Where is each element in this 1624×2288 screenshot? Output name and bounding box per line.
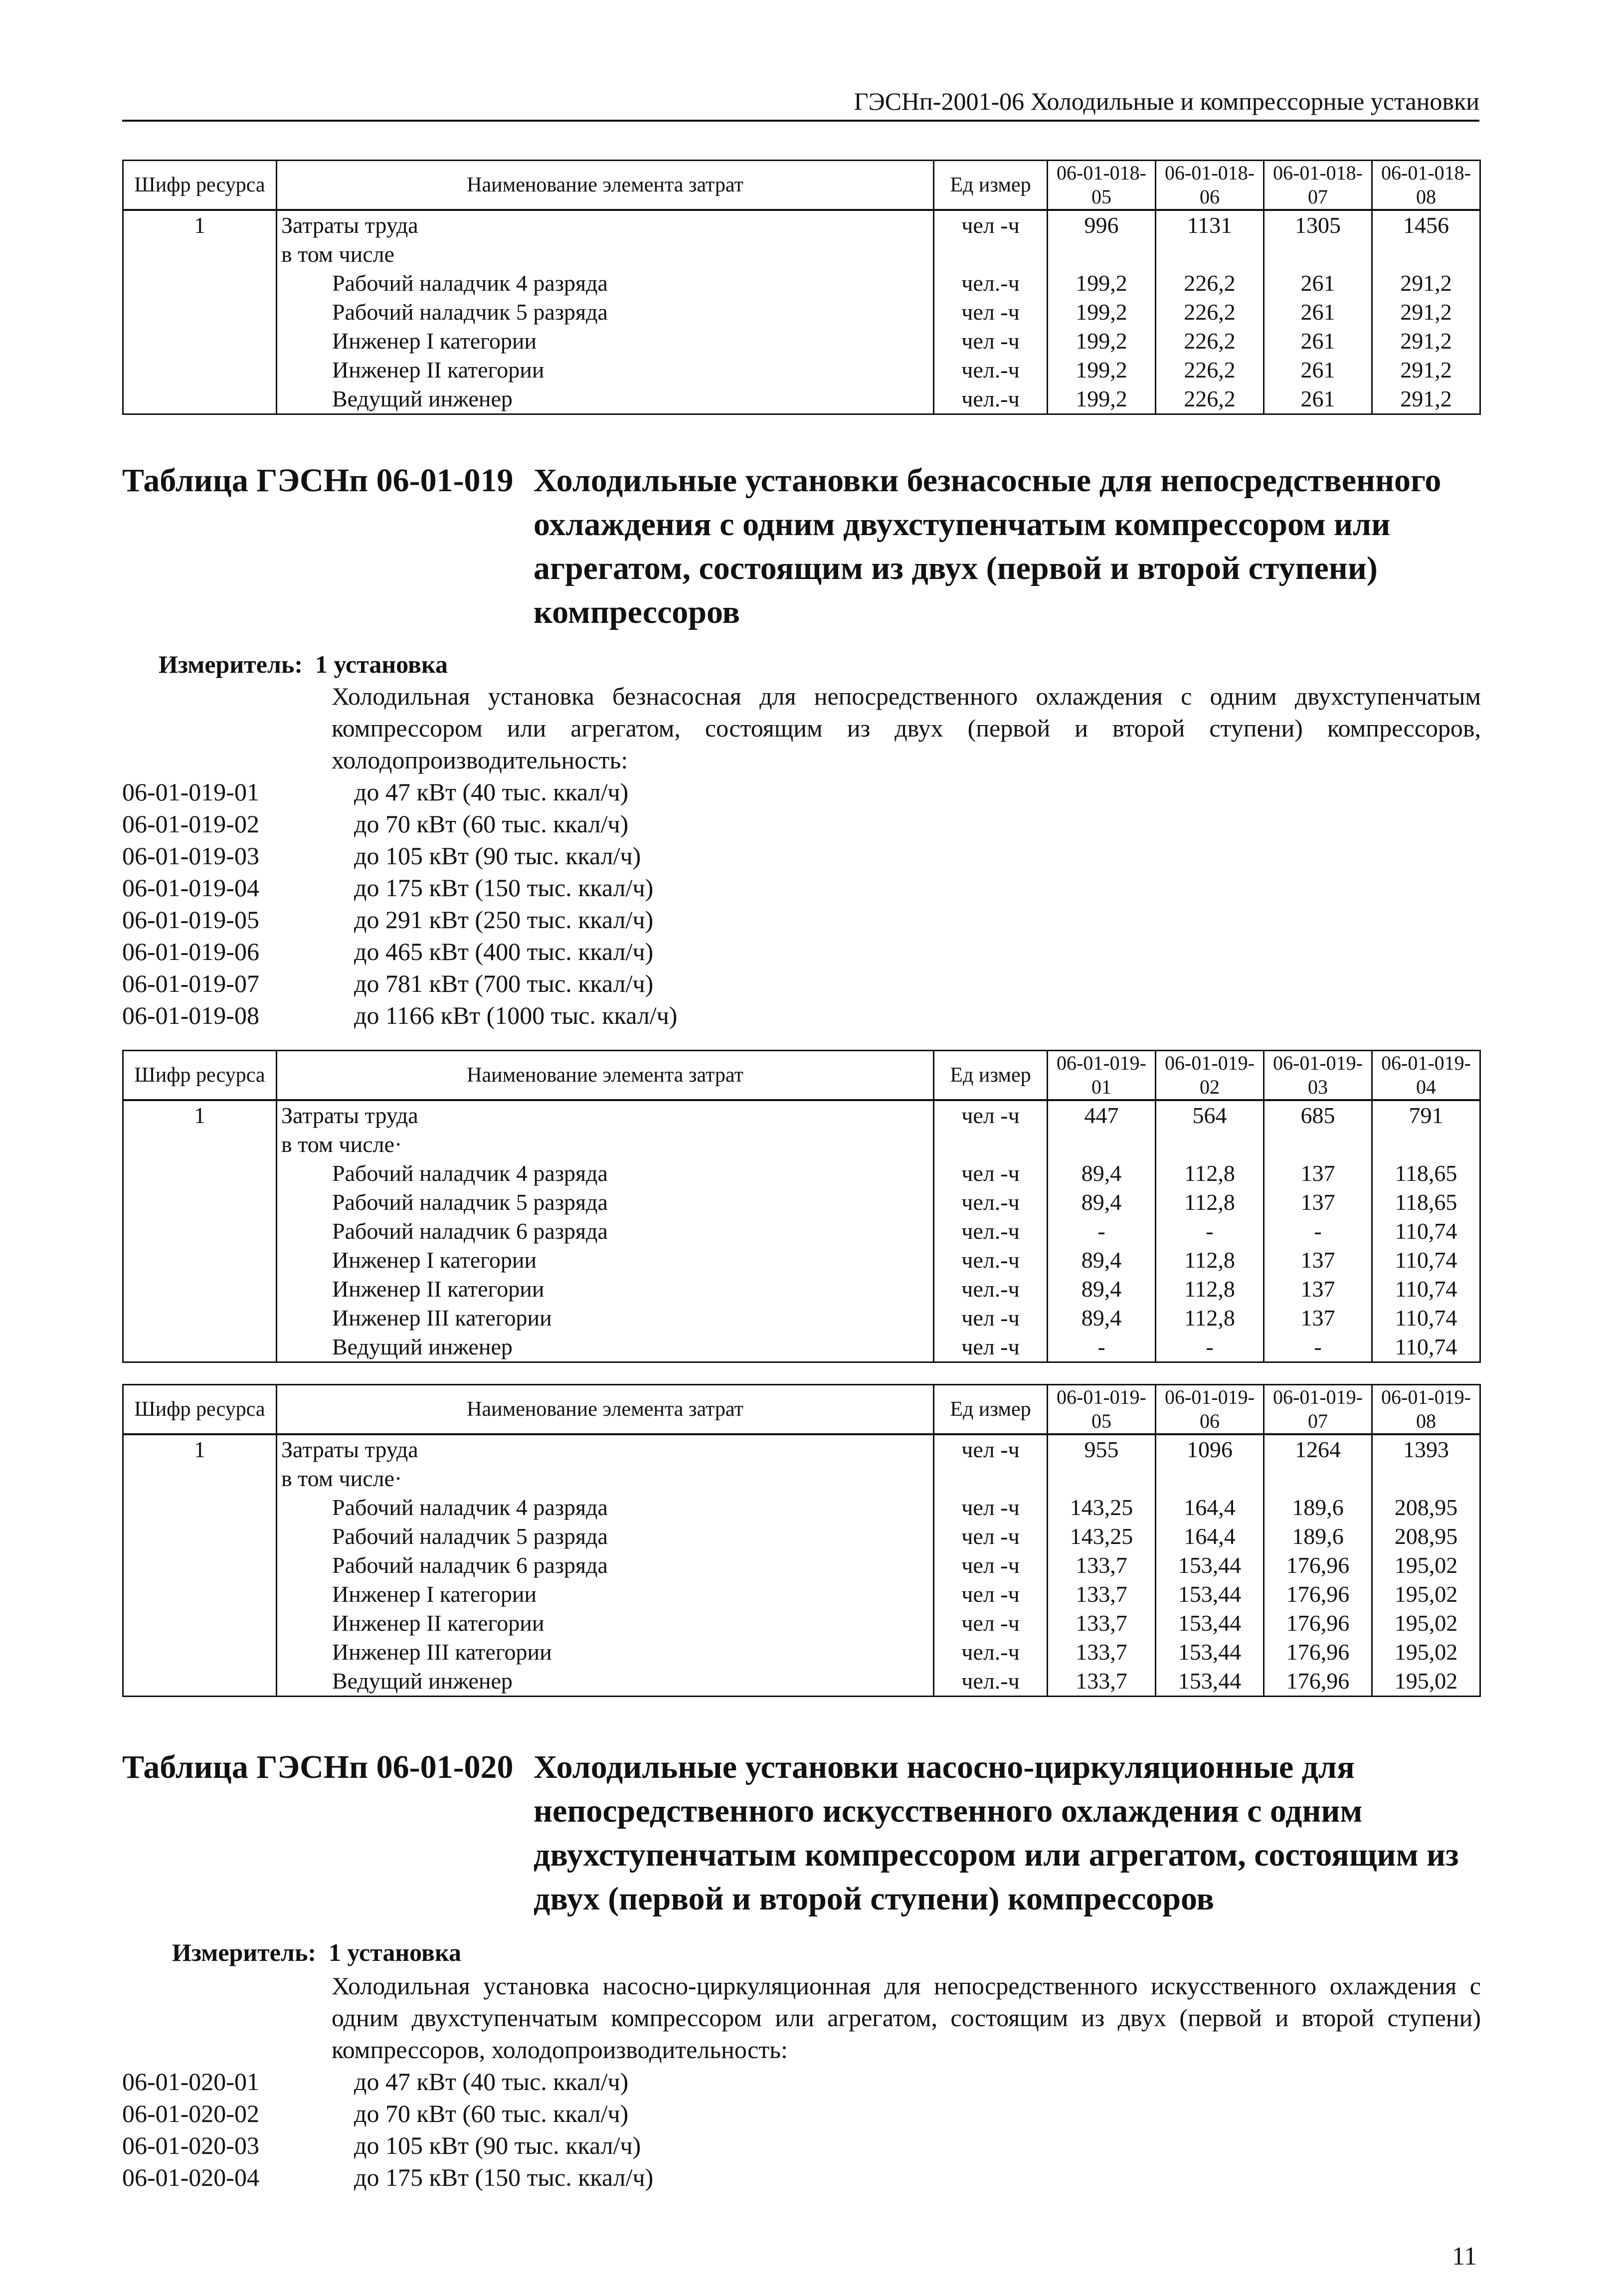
value-cell: 564	[1156, 1100, 1264, 1130]
cost-name-cell: Ведущий инженер	[277, 384, 934, 414]
table-title-text: Холодильные установки безнасосные для непосредственного охлаждения с одним двухступенчатым компрессором или агрегатом, состоящим из двух (первой и второй ступени) компрессоров	[534, 462, 1442, 630]
value-cell: 208,95	[1372, 1522, 1480, 1551]
resource-code-cell	[123, 327, 277, 356]
value-cell: 685	[1264, 1100, 1372, 1130]
header-unit: Ед измер	[934, 161, 1048, 210]
value-cell: 199,2	[1048, 356, 1156, 384]
list-item	[122, 936, 1119, 967]
value-cell: 226,2	[1156, 384, 1264, 414]
norm-capacity: до 291 кВт (250 тыс. ккал/ч)	[354, 906, 654, 934]
header-norm-code: 06-01-018-08	[1372, 161, 1480, 210]
cost-name-cell: Инженер II категории	[277, 1609, 934, 1638]
value-cell: 791	[1372, 1100, 1480, 1130]
cost-name-cell: Инженер I категории	[277, 1246, 934, 1275]
cost-name-cell: Затраты труда	[277, 1100, 934, 1130]
norm-items-list	[122, 776, 1119, 1031]
table-row	[123, 1609, 1480, 1638]
list-item	[122, 2129, 1119, 2161]
value-cell: 195,02	[1372, 1638, 1480, 1667]
header-norm-code: 06-01-019-07	[1264, 1385, 1372, 1435]
value-cell: 1393	[1372, 1434, 1480, 1464]
section-description: Холодильная установка насосно-циркуляционная для непосредственного искусственного охлаждения с одним двухступенчатым компрессором или агрегатом, состоящим из двух (первой и второй ступени) компрессоров, холодопроизводительность:	[332, 1972, 1481, 2064]
table-row	[123, 240, 1480, 269]
table-row	[123, 1551, 1480, 1580]
resource-code-cell	[123, 1493, 277, 1522]
unit-cell: чел -ч	[934, 1434, 1048, 1464]
meter-value: 1 установка	[329, 1938, 461, 1966]
cost-name-cell: Рабочий наладчик 4 разряда	[277, 1493, 934, 1522]
header-norm-code: 06-01-019-03	[1264, 1051, 1372, 1101]
value-cell: 199,2	[1048, 327, 1156, 356]
value-cell: 226,2	[1156, 269, 1264, 298]
value-cell: 261	[1264, 327, 1372, 356]
unit-cell	[934, 240, 1048, 269]
table-row	[123, 1130, 1480, 1159]
table-row	[123, 298, 1480, 327]
value-cell: 955	[1048, 1434, 1156, 1464]
resource-code-cell	[123, 240, 277, 269]
running-header: ГЭСНп-2001-06 Холодильные и компрессорные установки	[122, 85, 1479, 122]
value-cell	[1372, 240, 1480, 269]
unit-cell	[934, 1130, 1048, 1159]
cost-name-cell: Рабочий наладчик 5 разряда	[277, 298, 934, 327]
meter-line	[159, 648, 448, 680]
value-cell: 195,02	[1372, 1580, 1480, 1609]
norm-capacity: до 105 кВт (90 тыс. ккал/ч)	[354, 2131, 641, 2159]
norm-code: 06-01-019-07	[122, 969, 259, 997]
list-item	[122, 967, 1119, 999]
norm-capacity: до 70 кВт (60 тыс. ккал/ч)	[354, 810, 629, 838]
value-cell: 153,44	[1156, 1609, 1264, 1638]
value-cell: 89,4	[1048, 1188, 1156, 1217]
cost-name-cell: в том числе	[277, 240, 934, 269]
norm-capacity: до 47 кВт (40 тыс. ккал/ч)	[354, 2068, 629, 2096]
resource-code-cell	[123, 1333, 277, 1362]
table-row	[123, 269, 1480, 298]
value-cell: 176,96	[1264, 1551, 1372, 1580]
value-cell: 1456	[1372, 210, 1480, 240]
table-title-text: Холодильные установки насосно-циркуляционные для непосредственного искусственного охлаждения с одним двухступенчатым компрессором или агрегатом, состоящим из двух (первой и второй ступени) компрессоров	[534, 1749, 1459, 1917]
norm-code: 06-01-019-06	[122, 938, 259, 965]
list-item	[122, 840, 1119, 872]
header-resource-code: Шифр ресурса	[123, 161, 277, 210]
value-cell: 189,6	[1264, 1493, 1372, 1522]
value-cell: 110,74	[1372, 1246, 1480, 1275]
value-cell: 110,74	[1372, 1217, 1480, 1246]
list-item	[122, 2066, 1119, 2097]
unit-cell: чел -ч	[934, 210, 1048, 240]
value-cell: 110,74	[1372, 1275, 1480, 1304]
value-cell: 164,4	[1156, 1522, 1264, 1551]
value-cell: 137	[1264, 1159, 1372, 1188]
table-row	[123, 356, 1480, 384]
value-cell: 137	[1264, 1188, 1372, 1217]
header-norm-code: 06-01-019-04	[1372, 1051, 1480, 1101]
norm-code: 06-01-020-03	[122, 2131, 259, 2159]
value-cell: 447	[1048, 1100, 1156, 1130]
header-resource-code: Шифр ресурса	[123, 1051, 277, 1101]
norm-capacity: до 105 кВт (90 тыс. ккал/ч)	[354, 842, 641, 870]
table-row	[123, 384, 1480, 414]
list-item	[122, 872, 1119, 904]
unit-cell: чел -ч	[934, 1304, 1048, 1333]
list-item	[122, 999, 1119, 1031]
value-cell: -	[1156, 1333, 1264, 1362]
value-cell: 110,74	[1372, 1304, 1480, 1333]
value-cell: 133,7	[1048, 1638, 1156, 1667]
value-cell: 133,7	[1048, 1667, 1156, 1697]
value-cell: -	[1156, 1217, 1264, 1246]
unit-cell: чел -ч	[934, 1551, 1048, 1580]
norm-code: 06-01-020-02	[122, 2099, 259, 2127]
cost-name-cell: Рабочий наладчик 6 разряда	[277, 1551, 934, 1580]
value-cell: 133,7	[1048, 1580, 1156, 1609]
cost-name-cell: Затраты труда	[277, 210, 934, 240]
cost-name-cell: Рабочий наладчик 5 разряда	[277, 1188, 934, 1217]
norm-code: 06-01-019-08	[122, 1001, 259, 1029]
value-cell: 226,2	[1156, 356, 1264, 384]
resource-code-cell	[123, 1159, 277, 1188]
value-cell: 89,4	[1048, 1159, 1156, 1188]
unit-cell: чел.-ч	[934, 1275, 1048, 1304]
unit-cell: чел.-ч	[934, 384, 1048, 414]
table-row	[123, 1159, 1480, 1188]
cost-name-cell: Рабочий наладчик 5 разряда	[277, 1522, 934, 1551]
header-norm-code: 06-01-019-06	[1156, 1385, 1264, 1435]
norm-capacity: до 781 кВт (700 тыс. ккал/ч)	[354, 969, 654, 997]
unit-cell: чел -ч	[934, 1609, 1048, 1638]
norm-items-list	[122, 2066, 1119, 2193]
table-row	[123, 1275, 1480, 1304]
list-item	[122, 776, 1119, 808]
cost-name-cell: Инженер III категории	[277, 1638, 934, 1667]
value-cell: 199,2	[1048, 298, 1156, 327]
table-row	[123, 1493, 1480, 1522]
table-row	[123, 327, 1480, 356]
header-unit: Ед измер	[934, 1385, 1048, 1435]
unit-cell: чел.-ч	[934, 1188, 1048, 1217]
page-number: 11	[1451, 2242, 1477, 2271]
value-cell: 164,4	[1156, 1493, 1264, 1522]
norm-code: 06-01-019-05	[122, 906, 259, 934]
table-title-020	[122, 1745, 1488, 1921]
norm-code: 06-01-019-02	[122, 810, 259, 838]
norm-capacity: до 70 кВт (60 тыс. ккал/ч)	[354, 2099, 629, 2127]
header-norm-code: 06-01-019-05	[1048, 1385, 1156, 1435]
unit-cell: чел -ч	[934, 1100, 1048, 1130]
resource-code-cell	[123, 1130, 277, 1159]
unit-cell: чел -ч	[934, 1493, 1048, 1522]
meter-label: Измеритель:	[172, 1938, 317, 1966]
unit-cell: чел -ч	[934, 1333, 1048, 1362]
resource-code-cell	[123, 1522, 277, 1551]
value-cell	[1264, 1130, 1372, 1159]
value-cell: 118,65	[1372, 1188, 1480, 1217]
value-cell: 195,02	[1372, 1551, 1480, 1580]
resource-code-cell	[123, 1464, 277, 1493]
value-cell	[1048, 240, 1156, 269]
header-cost-name: Наименование элемента затрат	[277, 1051, 934, 1101]
table-row	[123, 1464, 1480, 1493]
value-cell: 291,2	[1372, 298, 1480, 327]
value-cell: 291,2	[1372, 384, 1480, 414]
value-cell: 143,25	[1048, 1522, 1156, 1551]
resource-code-cell	[123, 356, 277, 384]
resource-code-cell: 1	[123, 1434, 277, 1464]
table-title-number: Таблица ГЭСНп 06-01-019	[122, 462, 514, 499]
resource-code-cell	[123, 1580, 277, 1609]
value-cell: 176,96	[1264, 1638, 1372, 1667]
value-cell: 261	[1264, 269, 1372, 298]
cost-name-cell: Рабочий наладчик 4 разряда	[277, 269, 934, 298]
value-cell: 176,96	[1264, 1580, 1372, 1609]
table-row	[123, 1580, 1480, 1609]
value-cell: 153,44	[1156, 1638, 1264, 1667]
norm-capacity: до 1166 кВт (1000 тыс. ккал/ч)	[354, 1001, 678, 1029]
table-row	[123, 1246, 1480, 1275]
value-cell: 1131	[1156, 210, 1264, 240]
cost-name-cell: Инженер I категории	[277, 327, 934, 356]
value-cell: 176,96	[1264, 1609, 1372, 1638]
header-resource-code: Шифр ресурса	[123, 1385, 277, 1435]
table-row	[123, 1434, 1480, 1464]
cost-name-cell: Рабочий наладчик 6 разряда	[277, 1217, 934, 1246]
value-cell: 195,02	[1372, 1609, 1480, 1638]
value-cell: 112,8	[1156, 1188, 1264, 1217]
cost-name-cell: Инженер II категории	[277, 356, 934, 384]
value-cell: 226,2	[1156, 298, 1264, 327]
value-cell: 89,4	[1048, 1304, 1156, 1333]
resource-code-cell	[123, 298, 277, 327]
value-cell	[1048, 1464, 1156, 1493]
table-title-number: Таблица ГЭСНп 06-01-020	[122, 1749, 514, 1785]
table-header-row	[123, 161, 1480, 210]
value-cell	[1264, 240, 1372, 269]
meter-value: 1 установка	[315, 650, 448, 678]
cost-name-cell: в том числе·	[277, 1130, 934, 1159]
resource-code-cell	[123, 1638, 277, 1667]
unit-cell: чел.-ч	[934, 1217, 1048, 1246]
header-cost-name: Наименование элемента затрат	[277, 161, 934, 210]
value-cell: 226,2	[1156, 327, 1264, 356]
value-cell: -	[1264, 1333, 1372, 1362]
resource-table-019b	[122, 1384, 1481, 1697]
value-cell: 112,8	[1156, 1159, 1264, 1188]
resource-code-cell	[123, 1667, 277, 1697]
value-cell: 112,8	[1156, 1275, 1264, 1304]
norm-code: 06-01-019-03	[122, 842, 259, 870]
resource-table-019a	[122, 1050, 1481, 1363]
value-cell	[1156, 1130, 1264, 1159]
value-cell: 1264	[1264, 1434, 1372, 1464]
value-cell: 137	[1264, 1246, 1372, 1275]
value-cell: 133,7	[1048, 1609, 1156, 1638]
value-cell: 89,4	[1048, 1275, 1156, 1304]
resource-table-018	[122, 160, 1481, 415]
value-cell: 137	[1264, 1275, 1372, 1304]
resource-code-cell	[123, 1217, 277, 1246]
value-cell: -	[1048, 1217, 1156, 1246]
value-cell: 176,96	[1264, 1667, 1372, 1697]
table-row	[123, 1217, 1480, 1246]
resource-code-cell	[123, 1551, 277, 1580]
value-cell: 89,4	[1048, 1246, 1156, 1275]
header-norm-code: 06-01-019-08	[1372, 1385, 1480, 1435]
value-cell	[1156, 1464, 1264, 1493]
table-row	[123, 1667, 1480, 1697]
resource-code-cell	[123, 1609, 277, 1638]
unit-cell: чел -ч	[934, 1159, 1048, 1188]
value-cell	[1372, 1464, 1480, 1493]
table-header-row	[123, 1051, 1480, 1101]
value-cell: -	[1048, 1333, 1156, 1362]
value-cell	[1264, 1464, 1372, 1493]
norm-code: 06-01-020-01	[122, 2068, 259, 2096]
resource-code-cell: 1	[123, 210, 277, 240]
resource-code-cell	[123, 1275, 277, 1304]
value-cell: 143,25	[1048, 1493, 1156, 1522]
table-header-row	[123, 1385, 1480, 1435]
list-item	[122, 2097, 1119, 2129]
unit-cell: чел.-ч	[934, 1246, 1048, 1275]
value-cell	[1156, 240, 1264, 269]
unit-cell: чел.-ч	[934, 356, 1048, 384]
value-cell: 261	[1264, 298, 1372, 327]
resource-code-cell: 1	[123, 1100, 277, 1130]
resource-code-cell	[123, 1304, 277, 1333]
value-cell: 1305	[1264, 210, 1372, 240]
resource-code-cell	[123, 384, 277, 414]
table-row	[123, 1304, 1480, 1333]
table-row	[123, 1100, 1480, 1130]
norm-capacity: до 47 кВт (40 тыс. ккал/ч)	[354, 778, 629, 806]
cost-name-cell: Инженер III категории	[277, 1304, 934, 1333]
header-norm-code: 06-01-018-06	[1156, 161, 1264, 210]
unit-cell: чел -ч	[934, 298, 1048, 327]
value-cell: 291,2	[1372, 269, 1480, 298]
unit-cell: чел.-ч	[934, 269, 1048, 298]
cost-name-cell: Рабочий наладчик 4 разряда	[277, 1159, 934, 1188]
value-cell: 153,44	[1156, 1551, 1264, 1580]
cost-name-cell: в том числе·	[277, 1464, 934, 1493]
unit-cell	[934, 1464, 1048, 1493]
table-row	[123, 1188, 1480, 1217]
list-item	[122, 2161, 1119, 2193]
section-description: Холодильная установка безнасосная для непосредственного охлаждения с одним двухступенчатым компрессором или агрегатом, состоящим из двух (первой и второй ступени) компрессоров, холодопроизводительность:	[332, 682, 1481, 774]
unit-cell: чел.-ч	[934, 1638, 1048, 1667]
table-row	[123, 210, 1480, 240]
meter-label: Измеритель:	[159, 650, 303, 678]
value-cell: 261	[1264, 356, 1372, 384]
value-cell: 195,02	[1372, 1667, 1480, 1697]
unit-cell: чел -ч	[934, 1522, 1048, 1551]
norm-capacity: до 465 кВт (400 тыс. ккал/ч)	[354, 938, 654, 965]
table-row	[123, 1333, 1480, 1362]
header-norm-code: 06-01-019-02	[1156, 1051, 1264, 1101]
norm-capacity: до 175 кВт (150 тыс. ккал/ч)	[354, 2163, 654, 2191]
value-cell: 291,2	[1372, 327, 1480, 356]
value-cell: 261	[1264, 384, 1372, 414]
value-cell: 1096	[1156, 1434, 1264, 1464]
unit-cell: чел -ч	[934, 1580, 1048, 1609]
cost-name-cell: Ведущий инженер	[277, 1667, 934, 1697]
value-cell: 189,6	[1264, 1522, 1372, 1551]
value-cell: 291,2	[1372, 356, 1480, 384]
value-cell: -	[1264, 1217, 1372, 1246]
list-item	[122, 904, 1119, 936]
value-cell: 118,65	[1372, 1159, 1480, 1188]
resource-code-cell	[123, 1188, 277, 1217]
header-cost-name: Наименование элемента затрат	[277, 1385, 934, 1435]
header-unit: Ед измер	[934, 1051, 1048, 1101]
cost-name-cell: Инженер I категории	[277, 1580, 934, 1609]
value-cell: 110,74	[1372, 1333, 1480, 1362]
value-cell: 112,8	[1156, 1304, 1264, 1333]
value-cell	[1048, 1130, 1156, 1159]
cost-name-cell: Затраты труда	[277, 1434, 934, 1464]
cost-name-cell: Ведущий инженер	[277, 1333, 934, 1362]
norm-code: 06-01-019-04	[122, 874, 259, 902]
table-title-019	[122, 459, 1488, 634]
cost-name-cell: Инженер II категории	[277, 1275, 934, 1304]
table-row	[123, 1638, 1480, 1667]
norm-capacity: до 175 кВт (150 тыс. ккал/ч)	[354, 874, 654, 902]
header-norm-code: 06-01-018-05	[1048, 161, 1156, 210]
value-cell: 199,2	[1048, 269, 1156, 298]
meter-line	[172, 1936, 461, 1968]
header-norm-code: 06-01-018-07	[1264, 161, 1372, 210]
resource-code-cell	[123, 1246, 277, 1275]
value-cell	[1372, 1130, 1480, 1159]
list-item	[122, 808, 1119, 840]
value-cell: 153,44	[1156, 1580, 1264, 1609]
resource-code-cell	[123, 269, 277, 298]
table-row	[123, 1522, 1480, 1551]
value-cell: 153,44	[1156, 1667, 1264, 1697]
unit-cell: чел.-ч	[934, 1667, 1048, 1697]
norm-code: 06-01-019-01	[122, 778, 259, 806]
header-norm-code: 06-01-019-01	[1048, 1051, 1156, 1101]
value-cell: 208,95	[1372, 1493, 1480, 1522]
norm-code: 06-01-020-04	[122, 2163, 259, 2191]
unit-cell: чел -ч	[934, 327, 1048, 356]
value-cell: 137	[1264, 1304, 1372, 1333]
value-cell: 996	[1048, 210, 1156, 240]
value-cell: 199,2	[1048, 384, 1156, 414]
value-cell: 112,8	[1156, 1246, 1264, 1275]
value-cell: 133,7	[1048, 1551, 1156, 1580]
